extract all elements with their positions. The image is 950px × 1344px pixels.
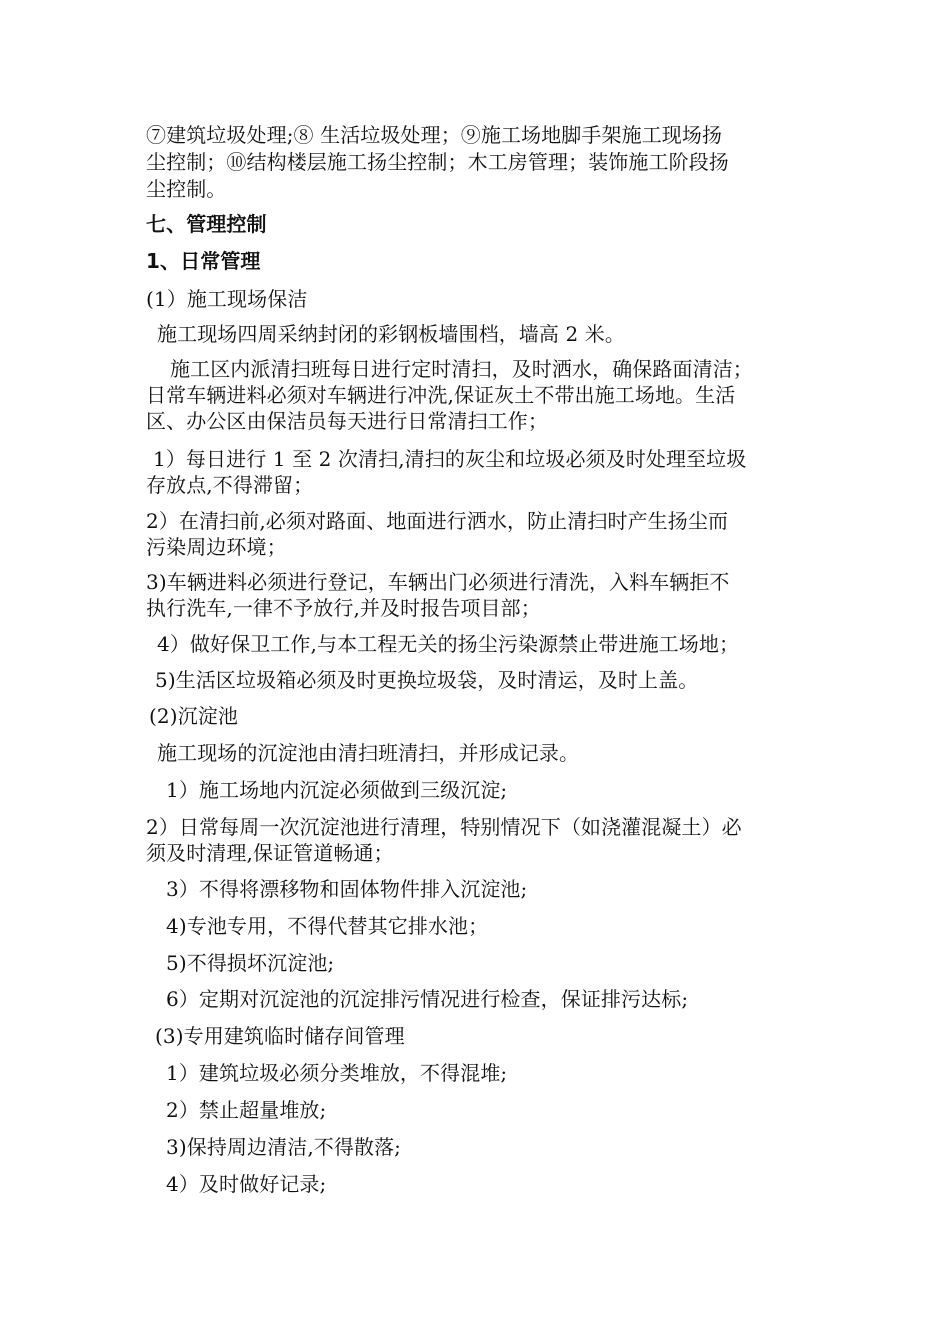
cleaning-desc-1: 施工区内派清扫班每日进行定时清扫，及时洒水，确保路面清洁； xyxy=(170,357,753,381)
storage-item-1: 1）建筑垃圾必须分类堆放，不得混堆; xyxy=(166,1061,508,1085)
cleaning-heading: (1）施工现场保洁 xyxy=(146,287,308,311)
subsection-title: 1、日常管理 xyxy=(146,249,261,273)
sedimentation-heading: (2)沉淀池 xyxy=(149,704,238,728)
sedimentation-desc: 施工现场的沉淀池由清扫班清扫，并形成记录。 xyxy=(157,741,580,765)
cleaning-item-1b: 存放点,不得滞留； xyxy=(146,473,314,497)
cleaning-item-3b: 执行洗车,一律不予放行,并及时报告项目部； xyxy=(146,596,541,620)
cleaning-desc-3: 区、办公区由保洁员每天进行日常清扫工作； xyxy=(146,409,548,433)
section-title: 七、管理控制 xyxy=(146,212,267,236)
cleaning-item-4: 4）做好保卫工作,与本工程无关的扬尘污染源禁止带进施工场地； xyxy=(157,632,740,656)
cleaning-item-2a: 2）在清扫前,必须对路面、地面进行洒水，防止清扫时产生扬尘而 xyxy=(146,509,729,533)
storage-item-3: 3)保持周边清洁,不得散落; xyxy=(166,1135,402,1159)
cleaning-desc-2: 日常车辆进料必须对车辆进行冲洗,保证灰土不带出施工场地。生活 xyxy=(146,383,736,407)
sedimentation-item-2b: 须及时清理,保证管道畅通； xyxy=(146,841,394,865)
intro-line-1: ⑦建筑垃圾处理;⑧ 生活垃圾处理；⑨施工场地脚手架施工现场扬 xyxy=(146,123,723,147)
sedimentation-item-2a: 2）日常每周一次沉淀池进行清理，特别情况下（如浇灌混凝土）必 xyxy=(146,815,742,839)
cleaning-item-3a: 3)车辆进料必须进行登记，车辆出门必须进行清洗，入料车辆拒不 xyxy=(146,570,730,594)
storage-item-2: 2）禁止超量堆放; xyxy=(166,1098,327,1122)
cleaning-fence: 施工现场四周采纳封闭的彩钢板墙围档，墙高 2 米。 xyxy=(157,322,625,346)
storage-item-4: 4）及时做好记录; xyxy=(166,1172,327,1196)
cleaning-item-5: 5)生活区垃圾箱必须及时更换垃圾袋，及时清运，及时上盖。 xyxy=(155,668,699,692)
intro-line-2: 尘控制；⑩结构楼层施工扬尘控制；木工房管理；装饰施工阶段扬 xyxy=(146,150,729,174)
cleaning-item-1a: 1）每日进行 1 至 2 次清扫,清扫的灰尘和垃圾必须及时处理至垃圾 xyxy=(153,447,747,471)
intro-line-3: 尘控制。 xyxy=(146,177,227,201)
sedimentation-item-4: 4)专池专用，不得代替其它排水池； xyxy=(166,914,489,938)
sedimentation-item-6: 6）定期对沉淀池的沉淀排污情况进行检查，保证排污达标; xyxy=(166,987,689,1011)
sedimentation-item-3: 3）不得将漂移物和固体物件排入沉淀池; xyxy=(166,877,528,901)
sedimentation-item-1: 1）施工场地内沉淀必须做到三级沉淀; xyxy=(166,778,508,802)
cleaning-item-2b: 污染周边环境； xyxy=(146,535,287,559)
storage-heading: (3)专用建筑临时储存间管理 xyxy=(155,1024,405,1048)
sedimentation-item-5: 5)不得损坏沉淀池; xyxy=(166,951,335,975)
